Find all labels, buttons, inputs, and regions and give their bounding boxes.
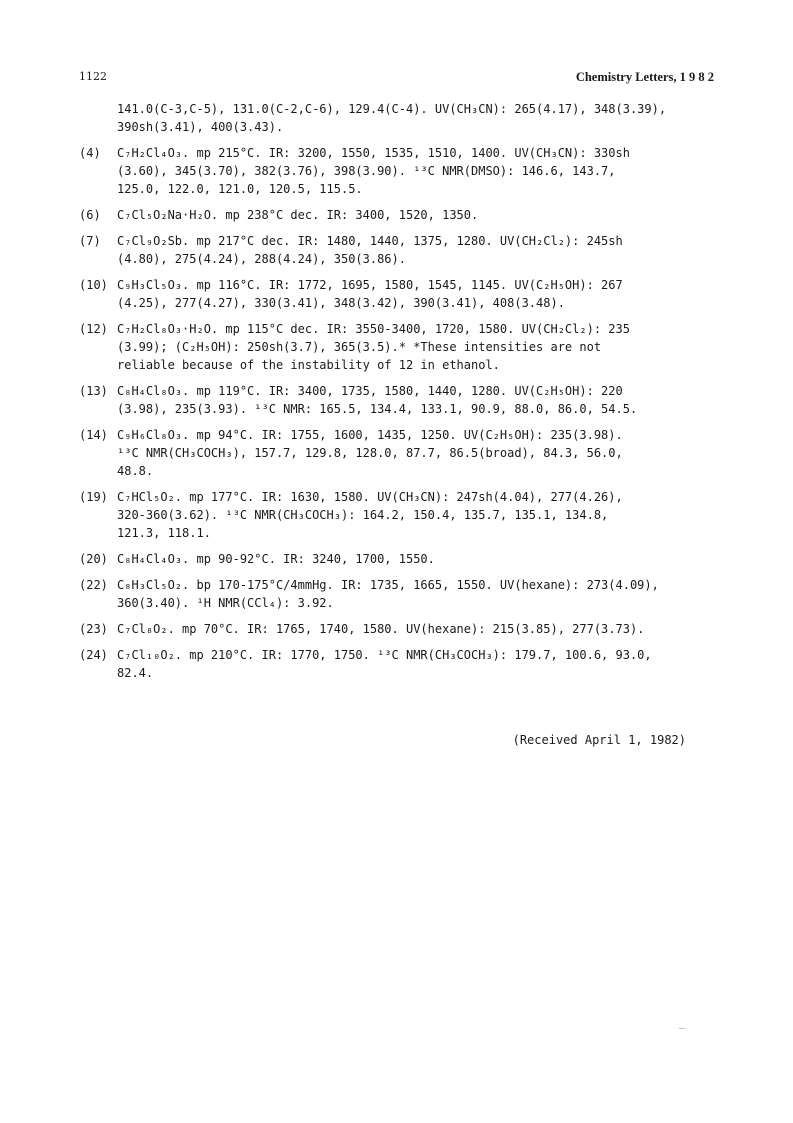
compound-data: [117, 488, 719, 542]
text-line: C₈H₃Cl₅O₂. bp 170-175°C/4mmHg. IR: 1735, 1665, 1550. UV(hexane): 273(4.09),: [117, 578, 659, 592]
text-line: C₇Cl₅O₂Na·H₂O. mp 238°C dec. IR: 3400, 1520, 1350.: [117, 208, 479, 222]
compound-data: [117, 320, 719, 374]
compound-entry-14: [79, 426, 719, 480]
compound-number: (23): [79, 622, 108, 636]
text-line: C₇H₂Cl₄O₃. mp 215°C. IR: 3200, 1550, 1535, 1510, 1400. UV(CH₃CN): 330sh: [117, 146, 630, 160]
experimental-data: [79, 100, 719, 682]
compound-number: (10): [79, 278, 108, 292]
text-line: (3.60), 345(3.70), 382(3.76), 398(3.90). ¹³C NMR(DMSO): 146.6, 143.7,: [117, 164, 616, 178]
compound-entry-4: [79, 144, 719, 198]
compound-number: (4): [79, 146, 101, 160]
compound-data: [117, 620, 719, 638]
text-line: C₉H₆Cl₈O₃. mp 94°C. IR: 1755, 1600, 1435, 1250. UV(C₂H₅OH): 235(3.98).: [117, 428, 623, 442]
compound-entry-23: [79, 620, 719, 638]
compound-number: (6): [79, 208, 101, 222]
compound-number: (14): [79, 428, 108, 442]
text-line: 82.4.: [117, 666, 154, 680]
text-line: C₈H₄Cl₄O₃. mp 90-92°C. IR: 3240, 1700, 1550.: [117, 552, 435, 566]
compound-data: [117, 550, 719, 568]
page-number: 1122: [79, 70, 107, 83]
journal-title: Chemistry Letters, 1 9 8 2: [575, 70, 714, 84]
text-line: C₇H₂Cl₈O₃·H₂O. mp 115°C dec. IR: 3550-3400, 1720, 1580. UV(CH₂Cl₂): 235: [117, 322, 630, 336]
compound-entry-24: [79, 646, 719, 682]
text-line: 48.8.: [117, 464, 154, 478]
text-line: 125.0, 122.0, 121.0, 120.5, 115.5.: [117, 182, 363, 196]
compound-data: [117, 144, 719, 198]
text-line: C₈H₄Cl₈O₃. mp 119°C. IR: 3400, 1735, 1580, 1440, 1280. UV(C₂H₅OH): 220: [117, 384, 623, 398]
received-date: (Received April 1, 1982): [512, 733, 686, 747]
text-line: (3.98), 235(3.93). ¹³C NMR: 165.5, 134.4, 133.1, 90.9, 88.0, 86.0, 54.5.: [117, 402, 638, 416]
compound-number: (20): [79, 552, 108, 566]
text-line: 360(3.40). ¹H NMR(CCl₄): 3.92.: [117, 596, 334, 610]
text-line: C₇Cl₈O₂. mp 70°C. IR: 1765, 1740, 1580. UV(hexane): 215(3.85), 277(3.73).: [117, 622, 645, 636]
compound-entry-19: [79, 488, 719, 542]
compound-number: (24): [79, 648, 108, 662]
text-line: ¹³C NMR(CH₃COCH₃), 157.7, 129.8, 128.0, 87.7, 86.5(broad), 84.3, 56.0,: [117, 446, 623, 460]
page-header: [79, 70, 714, 90]
compound-number: (19): [79, 490, 108, 504]
compound-number: (12): [79, 322, 108, 336]
text-line: (4.80), 275(4.24), 288(4.24), 350(3.86).: [117, 252, 406, 266]
compound-number: (22): [79, 578, 108, 592]
text-line: 390sh(3.41), 400(3.43).: [117, 120, 284, 134]
compound-data: [117, 206, 719, 224]
compound-data: [117, 276, 719, 312]
compound-entry-6: [79, 206, 719, 224]
compound-data: [117, 232, 719, 268]
compound-entry-20: [79, 550, 719, 568]
compound-data: [117, 576, 719, 612]
text-line: 141.0(C-3,C-5), 131.0(C-2,C-6), 129.4(C-4). UV(CH₃CN): 265(4.17), 348(3.39),: [117, 102, 667, 116]
text-line: 320-360(3.62). ¹³C NMR(CH₃COCH₃): 164.2, 150.4, 135.7, 135.1, 134.8,: [117, 508, 609, 522]
scan-mark: [679, 1028, 685, 1029]
text-line: 121.3, 118.1.: [117, 526, 211, 540]
compound-entry-10: [79, 276, 719, 312]
compound-number: (13): [79, 384, 108, 398]
text-line: (3.99); (C₂H₅OH): 250sh(3.7), 365(3.5).* *These intensities are not: [117, 340, 602, 354]
text-line: reliable because of the instability of 12 in ethanol.: [117, 358, 500, 372]
text-line: (4.25), 277(4.27), 330(3.41), 348(3.42), 390(3.41), 408(3.48).: [117, 296, 565, 310]
text-line: C₉H₃Cl₅O₃. mp 116°C. IR: 1772, 1695, 1580, 1545, 1145. UV(C₂H₅OH): 267: [117, 278, 623, 292]
compound-entry-22: [79, 576, 719, 612]
text-line: C₇Cl₁₀O₂. mp 210°C. IR: 1770, 1750. ¹³C NMR(CH₃COCH₃): 179.7, 100.6, 93.0,: [117, 648, 652, 662]
text-line: C₇Cl₉O₂Sb. mp 217°C dec. IR: 1480, 1440, 1375, 1280. UV(CH₂Cl₂): 245sh: [117, 234, 623, 248]
compound-data: [117, 426, 719, 480]
compound-data: [117, 646, 719, 682]
continuation-text: [79, 100, 719, 136]
compound-entry-7: [79, 232, 719, 268]
compound-entry-13: [79, 382, 719, 418]
text-line: C₇HCl₅O₂. mp 177°C. IR: 1630, 1580. UV(CH₃CN): 247sh(4.04), 277(4.26),: [117, 490, 623, 504]
compound-entry-12: [79, 320, 719, 374]
compound-number: (7): [79, 234, 101, 248]
compound-data: [117, 382, 719, 418]
